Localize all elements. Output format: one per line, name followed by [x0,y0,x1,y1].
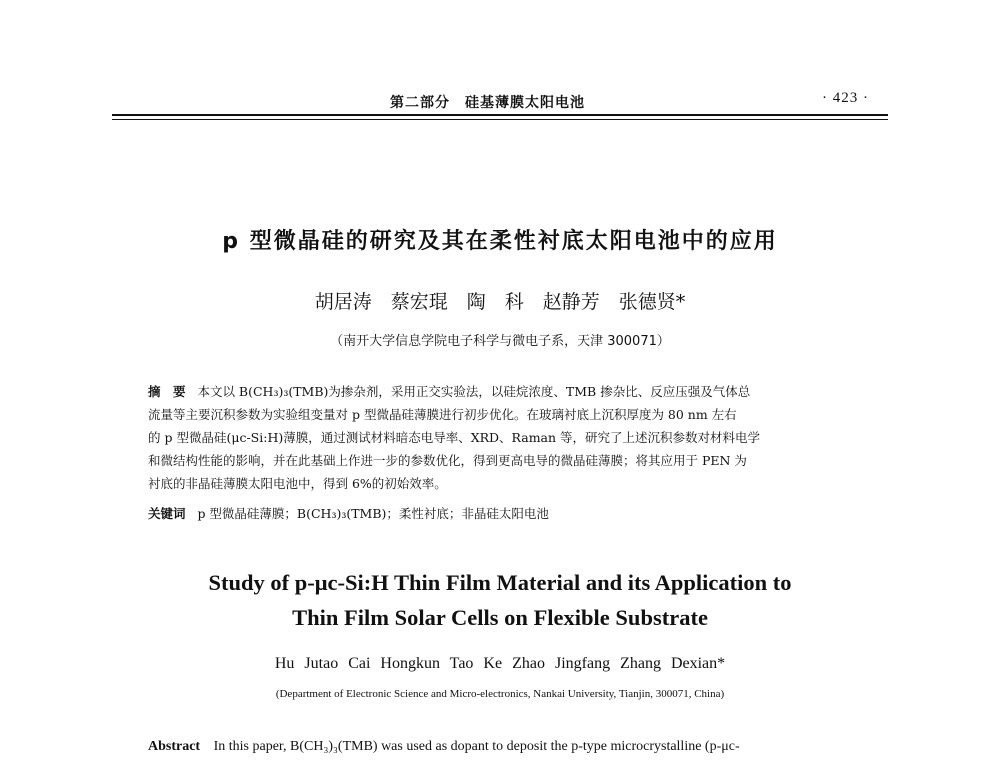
english-abstract-text: In this paper, B(CH₃)₃(TMB) was used as dopant to deposit the p-type microcrystalline (p-μc- [213,739,740,754]
english-title-line-2: Thin Film Solar Cells on Flexible Substrate [292,605,708,630]
chinese-abstract-line: 衬底的非晶硅薄膜太阳电池中，得到 6%的初始效率。 [148,476,447,491]
chinese-keywords-label: 关键词 [148,506,186,521]
english-abstract-label: Abstract [148,739,201,754]
chinese-abstract-line: 的 p 型微晶硅(μc-Si:H)薄膜，通过测试材料暗态电导率、XRD、Raman 等，研究了上述沉积参数对材料电学 [148,430,761,445]
chinese-title: p 型微晶硅的研究及其在柔性衬底太阳电池中的应用 [222,229,778,254]
chinese-affiliation: （南开大学信息学院电子科学与微电子系，天津 300071） [330,334,670,349]
chinese-keywords-line [148,503,853,525]
english-title-line-1: Study of p-μc-Si:H Thin Film Material and its Application to [208,570,792,595]
english-abstract-line [148,739,868,755]
chinese-abstract-line: 流量等主要沉积参数为实验组变量对 p 型微晶硅薄膜进行初步优化。在玻璃衬底上沉积厚度为 80 nm 左右 [148,407,737,422]
chinese-authors: 胡居涛 蔡宏琨 陶 科 赵静芳 张德贤* [314,291,686,313]
chinese-abstract-line [148,381,853,403]
header-rule-thin [112,119,888,120]
english-authors: Hu Jutao Cai Hongkun Tao Ke Zhao Jingfang Zhang Dexian* [274,655,726,672]
page-number: · 423 · [822,90,869,106]
chinese-abstract-label: 摘 要 [148,384,186,399]
english-affiliation: (Department of Electronic Science and Micro-electronics, Nankai University, Tianjin, 300071, China) [275,688,725,700]
running-header-section: 第二部分 硅基薄膜太阳电池 [390,95,585,111]
header-rule-thick [112,114,888,116]
chinese-keywords-text: p 型微晶硅薄膜；B(CH₃)₃(TMB)；柔性衬底；非晶硅太阳电池 [197,506,549,521]
chinese-abstract-text: 本文以 B(CH₃)₃(TMB)为掺杂剂，采用正交实验法，以硅烷浓度、TMB 掺杂比、反应压强及气体总 [197,384,751,399]
chinese-abstract-line: 和微结构性能的影响，并在此基础上作进一步的参数优化，得到更高电导的微晶硅薄膜；将其应用于 PEN 为 [148,453,747,468]
